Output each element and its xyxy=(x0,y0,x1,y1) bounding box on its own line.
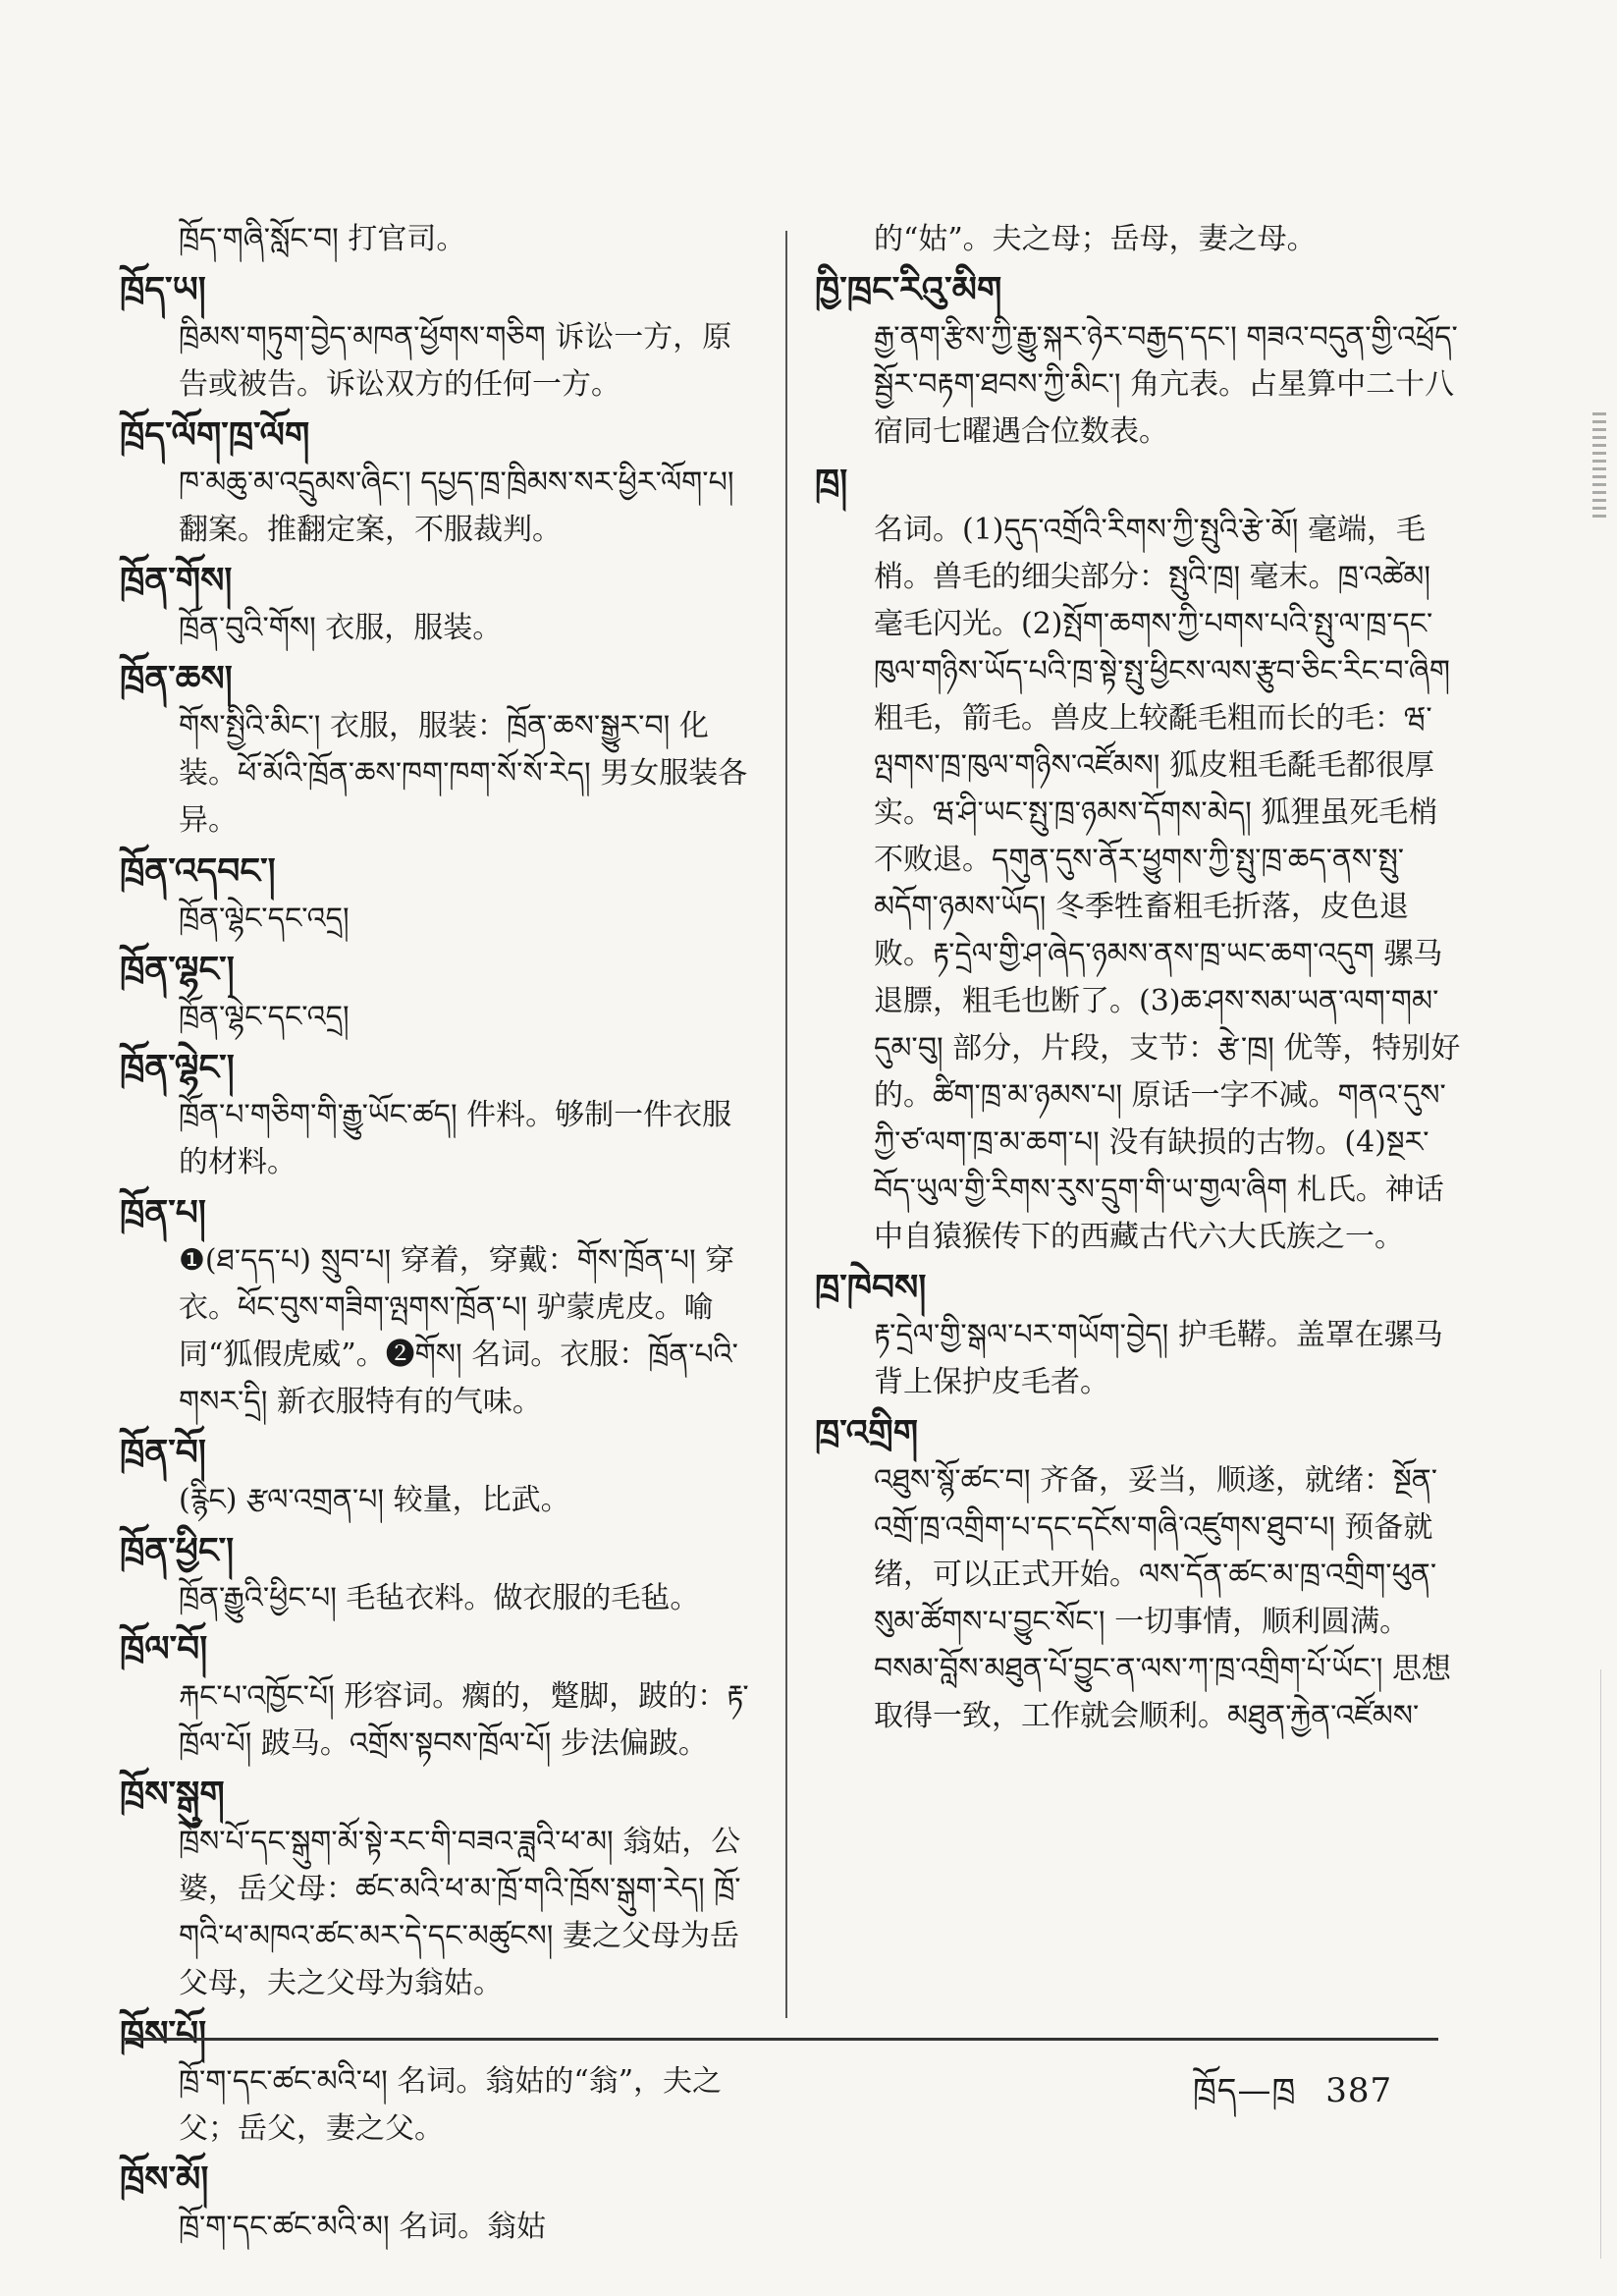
entry-definition: འཐུས་སྙོ་ཚང་བ། 齐备，妥当，顺遂，就绪：སྔོན་འགྲོ་ཁྲ་འགྲིག་པ་དང་དངོས་གཞི་འཛུགས་ཐུབ་པ། 预备就绪，可以正式开始。ལས་དོན་ཚང་མ་ཁྲ་འགྲིག་ཕུན་སུམ་ཚོགས་པ་བྱུང་སོང་། 一切事情，顺利圆满。བསམ་བློས་མཐུན་པོ་བྱུང་ན་ལས་ཀ་ཁྲ་འགྲིག་པོ་ཡོང་། 思想取得一致，工作就会顺利。མཐུན་རྐྱེན་འཛོམས་ xyxy=(874,1463,1451,1733)
page-footer xyxy=(1193,2052,1392,2147)
footer-rule xyxy=(123,2038,1438,2041)
entry-headword: ཁྲ། xyxy=(815,463,848,503)
entry-definition: ཁྲོན་རྒྱུའི་ཕྱིང་པ། 毛毡衣料。做衣服的毛毡。 xyxy=(179,1581,700,1615)
entry-headword: ཁྲ་ཁེབས། xyxy=(815,1268,927,1308)
entry-definition: རྒྱ་ནག་རྩིས་ཀྱི་རྒྱུ་སྐར་ཉེར་བརྒྱད་དང་། གཟའ་བདུན་གྱི་འཕྲོད་སྦྱོར་བརྟག་ཐབས་ཀྱི་མིང་། 角亢表。占星算中二十八宿同七曜遇合位数表。 xyxy=(874,320,1458,449)
entry-headword: ཁྲོན་ཕྱིང་། xyxy=(120,1531,235,1571)
entry-definition: ཁྲོ་ག་དང་ཚང་མའི་ཕ། 名词。翁姑的“翁”，夫之父；岳父，妻之父。 xyxy=(179,2064,723,2146)
entry-headword: ཁྲོན་ཆས། xyxy=(120,659,233,699)
entry-definition: ❶(ཐ་དད་པ) སྲུབ་པ། 穿着，穿戴：གོས་ཁྲོན་པ། 穿衣。ཕོང་བུས་གཟིག་ལྤགས་ཁྲོན་པ། 驴蒙虎皮。喻同“狐假虎威”。❷གོས། 名词。衣服：ཁྲོན་པའི་གསར་དྲི། 新衣服特有的气味。 xyxy=(179,1243,738,1419)
entry-headword: ཁྲོན་བོ། xyxy=(120,1433,206,1473)
entry-headword: ཁྲོལ་བོ། xyxy=(120,1629,208,1669)
entry-definition: རྐང་པ་འཁྱོང་པོ། 形容词。瘸的，蹩脚，跛的：རྟ་ཁྲོལ་པོ། 跛马。འགྲོས་སྟབས་ཁྲོལ་པོ། 步法偏跛。 xyxy=(179,1679,749,1761)
entry-headword: ཁྲོད་ལོག་ཁྲ་ལོག xyxy=(120,415,310,456)
entry-continuation: 的“姑”。夫之母；岳母，妻之母。 xyxy=(874,222,1317,256)
right-column xyxy=(815,216,1463,1744)
page-number: 387 xyxy=(1325,2071,1393,2110)
entry-headword: ཁྲོད་ཡ། xyxy=(120,270,206,310)
entry-headword: ཁྱི་ཁྲང་རིའུ་མིག xyxy=(815,270,1002,310)
entry-headword: ཁྲོས་སྒུག xyxy=(120,1775,225,1815)
entry-headword: ཁྲོས་པོ། xyxy=(120,2014,207,2054)
entry-definition: 名词。(1)དུད་འགྲོའི་རིགས་ཀྱི་སྤུའི་རྩེ་མོ། 毫端，毛梢。兽毛的细尖部分：སྤུའི་ཁྲ། 毫末。ཁྲ་འཚེམ། 毫毛闪光。(2)སྤོག་ཆགས་ཀྱི་པགས་པའི་སྤུ་ལ་ཁྲ་དང་ཁུལ་གཉིས་ཡོད་པའི་ཁྲ་སྟེ་སྤུ་ཕྱིངས་ལས་རྩུབ་ཅིང་རིང་བ་ཞིག 粗毛，箭毛。兽皮上较氄毛粗而长的毛：ཝ་ལྤགས་ཁྲ་ཁུལ་གཉིས་འཛོམས། 狐皮粗毛氄毛都很厚实。ཝ་ཤི་ཡང་སྤུ་ཁྲ་ཉམས་དོགས་མེད། 狐狸虽死毛梢不败退。དགུན་དུས་ནོར་ཕྱུགས་ཀྱི་སྤུ་ཁྲ་ཆད་ནས་སྤུ་མདོག་ཉམས་ཡོད། 冬季牲畜粗毛折落，皮色退败。རྟ་དྲེལ་གྱི་ཤ་ཞེད་ཉམས་ནས་ཁྲ་ཡང་ཆག་འདུག 骡马退膘，粗毛也断了。(3)ཆ་ཤས་སམ་ཡན་ལག་གམ་དུམ་བུ། 部分，片段，支节：རྩེ་ཁྲ། 优等，特别好的。ཚིག་ཁྲ་མ་ཉམས་པ། 原话一字不减。གནའ་དུས་ཀྱི་ཙ་ལག་ཁྲ་མ་ཆག་པ། 没有缺损的古物。(4)སྔར་བོད་ཡུལ་གྱི་རིགས་རུས་དྲུག་གི་ཡ་གྱལ་ཞིག 札氏。神话中自猿猴传下的西藏古代六大氏族之一。 xyxy=(874,513,1461,1254)
entry-continuation: ཁྲོད་གཞི་སློང་བ། 打官司。 xyxy=(179,222,466,256)
page-edge-marks xyxy=(1592,412,1606,520)
page-edge-line xyxy=(1600,1669,1601,2259)
entry-definition: (རྙིང) རྩལ་འགྲན་པ། 较量，比武。 xyxy=(179,1483,570,1517)
dictionary-entry xyxy=(120,2157,758,2251)
left-column xyxy=(120,216,758,2255)
entry-headword: ཁྲ་འགྲིག xyxy=(815,1413,919,1453)
dictionary-entry xyxy=(120,1528,758,1622)
entry-definition: ཁྲོ་ག་དང་ཚང་མའི་མ། 名词。翁姑 xyxy=(179,2210,547,2244)
dictionary-entry xyxy=(120,1626,758,1768)
dictionary-entry xyxy=(120,848,758,943)
dictionary-entry xyxy=(120,1045,758,1186)
entry-headword: ཁྲོན་ལྷེང་། xyxy=(120,1048,235,1088)
entry-definition: ཁྲོན་པ་གཅིག་གི་རྒྱུ་ཡོང་ཚད། 件料。够制一件衣服的材料。 xyxy=(179,1098,732,1179)
entry-definition: ཁ་མཆུ་མ་འདྲུམས་ཞིང་། དཔྱད་ཁྲ་ཁྲིམས་སར་ཕྱིར་ལོག་པ། 翻案。推翻定案，不服裁判。 xyxy=(179,465,734,547)
entry-definition: ཁྲོན་བུའི་གོས། 衣服，服装。 xyxy=(179,611,503,645)
column-divider xyxy=(785,231,787,2018)
footer-range: ཁྲོད—ཁྲ xyxy=(1193,2071,1297,2110)
entry-definition: ཁྲོས་པོ་དང་སྒུག་མོ་སྟེ་རང་གི་བཟའ་ཟླའི་ཕ་མ། 翁姑，公婆，岳父母：ཚང་མའི་ཕ་མ་ཁྲོ་གའི་ཁྲོས་སྒུག་རེད། ཁྲོ་གའི་ཕ་མཁའ་ཚང་མར་དེ་དང་མཚུངས། 妻之父母为岳父母，夫之父母为翁姑。 xyxy=(179,1825,741,2000)
dictionary-entry xyxy=(120,656,758,845)
dictionary-entry xyxy=(120,216,758,263)
dictionary-entry xyxy=(120,1430,758,1524)
entry-headword: ཁྲོན་ལྷང་། xyxy=(120,950,235,990)
dictionary-entry xyxy=(120,412,758,554)
dictionary-entry xyxy=(815,216,1463,263)
dictionary-entry xyxy=(815,267,1463,456)
dictionary-entry xyxy=(815,1410,1463,1740)
dictionary-entry xyxy=(120,1772,758,2007)
dictionary-entry xyxy=(120,558,758,652)
entry-headword: ཁྲོས་མོ། xyxy=(120,2159,209,2200)
entry-definition: ཁྲོན་ལྷེང་དང་འདྲ། xyxy=(179,902,350,936)
entry-definition: ཁྲིམས་གཏུག་བྱེད་མཁན་ཕྱོགས་གཅིག 诉讼一方，原告或被告。诉讼双方的任何一方。 xyxy=(179,320,732,402)
dictionary-entry xyxy=(120,267,758,409)
dictionary-entry xyxy=(815,460,1463,1261)
entry-headword: ཁྲོན་པ། xyxy=(120,1193,206,1233)
dictionary-entry xyxy=(120,1190,758,1426)
dictionary-entry xyxy=(120,947,758,1041)
entry-headword: ཁྲོན་གོས། xyxy=(120,561,233,601)
dictionary-entry xyxy=(120,2011,758,2153)
entry-definition: ཁྲོན་ལྷེང་དང་འདྲ། xyxy=(179,1000,350,1034)
entry-definition: གོས་སྤྱིའི་མིང་། 衣服，服装：ཁྲོན་ཆས་སྒྱུར་བ། 化装。ཕོ་མོའི་ཁྲོན་ཆས་ཁག་ཁག་སོ་སོ་རེད། 男女服装各异。 xyxy=(179,709,748,838)
entry-definition: རྟ་དྲེལ་གྱི་སྒལ་པར་གཡོག་བྱེད། 护毛鞯。盖罩在骡马背上保护皮毛者。 xyxy=(874,1318,1443,1399)
entry-headword: ཁྲོན་འདབང་། xyxy=(120,851,276,892)
dictionary-entry xyxy=(815,1265,1463,1406)
